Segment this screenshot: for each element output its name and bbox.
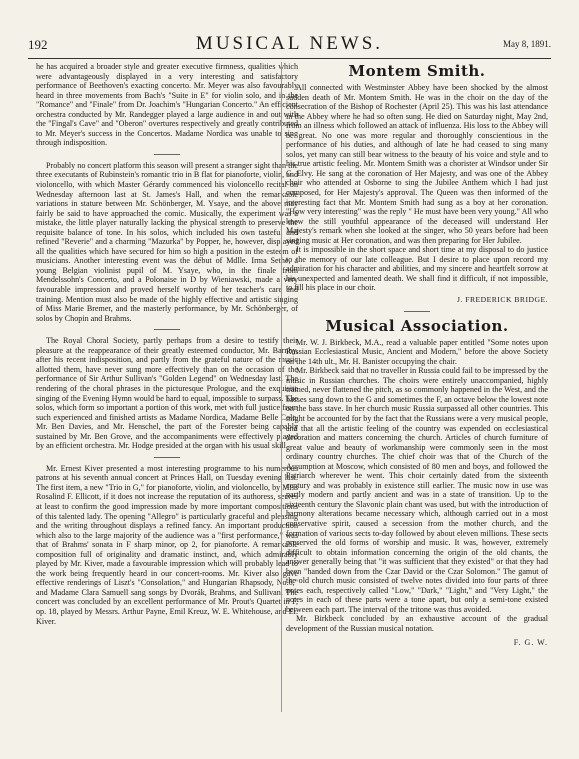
- article-paragraph: Probably no concert platform this season will present a stranger sight than the three executants of Rubinstein's romantic trio in B flat for pianoforte, violin, and violoncello, with which Master Gérardy commenced his violoncello recital on Wednesday afternoon last at St. James's Hall, and when the remarkable variations in stature between Mr. Schönberger, M. Ysaye, and the above may fairly be said to have approached the comic. Musically, the experiment was a mistake, the little player naturally lacking the physical strength to preserve the requisite balance of tone. In his solos, which included his own tasteful and refined "Reverie" and a charming "Mazurka" by Popper, he, however, displayed all the qualities which have secured for him so high a position in the esteem of musicians. Another interesting event was the début of Mdlle. Irma Sethe, a young Belgian violinist pupil of M. Ysaye, who, in the finale from Mendelssohn's Concerto, and a Polonaise in D by Wieniawski, made a very favourable impression and proved herself worthy of her teacher's care and training. Mention must also be made of the highly effective and artistic singing of Miss Marie Bremer, and the masterly performance, by Mr. Schönberger, of solos by Chopin and Brahms.: [36, 160, 298, 323]
- masthead-title: MUSICAL NEWS.: [195, 33, 384, 54]
- section-heading-musical-association: Musical Association.: [325, 316, 509, 335]
- article-paragraph: All connected with Westminster Abbey have been shocked by the almost sudden death of Mr. Montem Smith. He was in the choir on the day of the consecration of the Bishop of Rochester (April 25). This was his last attendance in the Abbey where he had so often sung. He died on Saturday night, May 2nd, from an illness which followed an attack of influenza. His loss to the Abbey will be great. No one was more regular and thoroughly conscientious in the performance of his duties, and although of late he had ceased to sing many solos, yet many can still bear witness to the beauty of his voice and style and to his true artistic feeling. Mr. Montem Smith was a chorister at Windsor under Sir G. Elvy. He sang at the coronation of Her Majesty, and was one of the Abbey choir who attended at Osborne to sing the Jubilee Anthem which I had just composed, for Her Majesty's approval. The Queen was then informed of the interesting fact that Mr. Montem Smith had sung as a boy at her coronation. "How very interesting" was the reply " He must have been very young." All who knew the still youthful appearance of the deceased will understand Her Majesty's remark when she looked at the singer, who 50 years before had been singing music at Her coronation, and was then preparing for Her Jubilee.: [286, 83, 548, 245]
- header-rule: [28, 58, 551, 59]
- right-column: [286, 62, 548, 647]
- article-paragraph: It is impossible in the short space and short time at my disposal to do justice to the memory of our late colleague. But I desire to place upon record my admiration for his character and abilities, and my sincere and heartfelt sorrow at his unexpected and lamented death. We shall find it difficult, if not impossible, to fill his place in our choir.: [286, 245, 548, 293]
- article-paragraph: he has acquired a broader style and greater executive firmness, qualities which were advantageously displayed in a very interesting and satisfactory performance of Beethoven's exacting concerto. Mr. Meyer was also favourably heard in three movements from Bach's "Suite in E" for violin solo, and in the "Romance" and "Finale" from Dr. Joachim's "Hungarian Concerto." An efficient orchestra conducted by Mr. Randegger played a large audience in and out with the "Fingal's Cave" and "Oberon" overtures respectively and greatly contributed to Mr. Meyer's success in the Concertos. Madame Nordica was unable to sing through indisposition.: [36, 62, 298, 148]
- page-number: 192: [28, 37, 48, 52]
- issue-date: May 8, 1891.: [503, 39, 551, 49]
- article-signature: F. G. W.: [513, 637, 548, 647]
- section-heading-montem-smith: Montem Smith.: [348, 62, 486, 80]
- page-header: [28, 33, 551, 55]
- article-signature: J. FREDERICK BRIDGE.: [456, 295, 548, 305]
- article-paragraph: The Royal Choral Society, partly perhaps from a desire to testify their pleasure at the reappearance of their greatly esteemed conductor, Mr. Barnby, after his recent indisposition, and partly from the grateful nature of the music allotted them, have never sung more effectively than on the occasion of the performance of Sir Arthur Sullivan's "Golden Legend" on Wednesday last. The rendering of the choral phrases in the picturesque Prologue, and the exquisite singing of the Evening Hymn would be hard to equal, impossible to surpass. The solos, which form so important a portion of this work, met with full justice from such experienced and finished artists as Madame Nordica, Madame Belle Cole, Mr. Ben Davies, and Mr. Henschel, the part of the Forester being capably sustained by Mr. Ben Grove, and the accompaniments were effectively played by an efficient orchestra. Mr. Hodge presided at the organ with his usual skill.: [36, 336, 298, 451]
- column-divider: [281, 62, 282, 712]
- article-paragraph: Mr. Ernest Kiver presented a most interesting programme to his numerous patrons at his seventh annual concert at Princes Hall, on Tuesday evening last. The first item, a new "Trio in G," for pianoforte, violin, and violoncello, by Miss Rosalind F. Ellicott, if it does not increase the reputation of its authoress, serves at least to confirm the good impression made by more important compositions of this talented lady. The opening "Allegro" is particularly graceful and pleasing and the writing throughout displays a refined fancy. An important production which also to the large majority of the audience was a "first performance," was that of Brahms' sonata in F sharp minor, op 2, for pianoforte. A remarkable composition full of originality and dramatic instinct, and, which admirably played by Mr. Kiver, made a favourable impression which will probably lead to the work being frequently heard in our concert-rooms. Mr. Kiver also gave effective renderings of Liszt's "Consolation," and Hungarian Rhapsody, No.6," and Madame Clara Samuell sang songs by Dvorák, Brahms, and Sullivan. The concert was concluded by an excellent performance of Mr. Prout's Quartet in F, op. 18, played by Messrs. Arthur Payne, Emil Kreuz, W. E. Whitehouse, and Er. Kiver.: [36, 463, 298, 626]
- article-paragraph: Mr. Birkbeck said that no traveller in Russia could fail to be impressed by the music in Russian churches. The choirs were entirely unaccompanied, highly trained, never flattened the pitch, as so commonly happened in the West, and the basses sang down to the G and sometimes the F, an octave below the lowest note on the bass stave. In her church music Russia surpassed all other countries. This might be accounted for by the fact that the Russians were a very musical people, and that all the artistic feeling of the country was expended on ecclesiastical decoration and matters concerning the church. Articles of church furniture of great value and beauty of workmanship were commonly seen in the most ordinary country churches. The chief choir was that of the Church of the Assumption at Moscow, which consisted of 80 men and boys, and followed the Patriarch wherever he went. This choir certainly dated from the sixteenth century and was probably in existence still earlier. The music now in use was partly modern and partly ancient and was in a state of transition. Up to the sixteenth century the Slavonic plain chant was used, but with the introduction of harmony alterations became necessary which, although carried out in a most conservative spirit, caused a secession from the mother church, and the formation of various sects to-day followed by about eleven millions. These sects preserved the old forms of worship and music. It was, however, extremely difficult to obtain information concerning the origin of the old chants, the answer generally being that "it was sufficient that they existed" or that they had been "handed down from the Czar David or the Czar Solomon." The gamut of the old church music consisted of twelve notes divided into four parts of three notes each, respectively called "Low," "Dark," "Light," and "Very Light," the notes in each of these parts were a tone apart, but only a semi-tone existed between each part. The interval of the tritone was thus avoided.: [286, 366, 548, 614]
- section-separator: [404, 311, 430, 312]
- section-separator: [154, 457, 180, 458]
- section-separator: [154, 329, 180, 330]
- section-separator: [154, 154, 180, 155]
- left-column: [36, 62, 298, 626]
- article-paragraph: Mr. Birkbeck concluded by an exhaustive account of the gradual development of the Russian musical notation.: [286, 614, 548, 633]
- article-paragraph: Mr. W. J. Birkbeck, M.A., read a valuable paper entitled "Some notes upon Russian Ecclesiastical Music, Ancient and Modern," before the above Society on the 14th ult., Mr. H. Banister occupying the chair.: [286, 337, 548, 366]
